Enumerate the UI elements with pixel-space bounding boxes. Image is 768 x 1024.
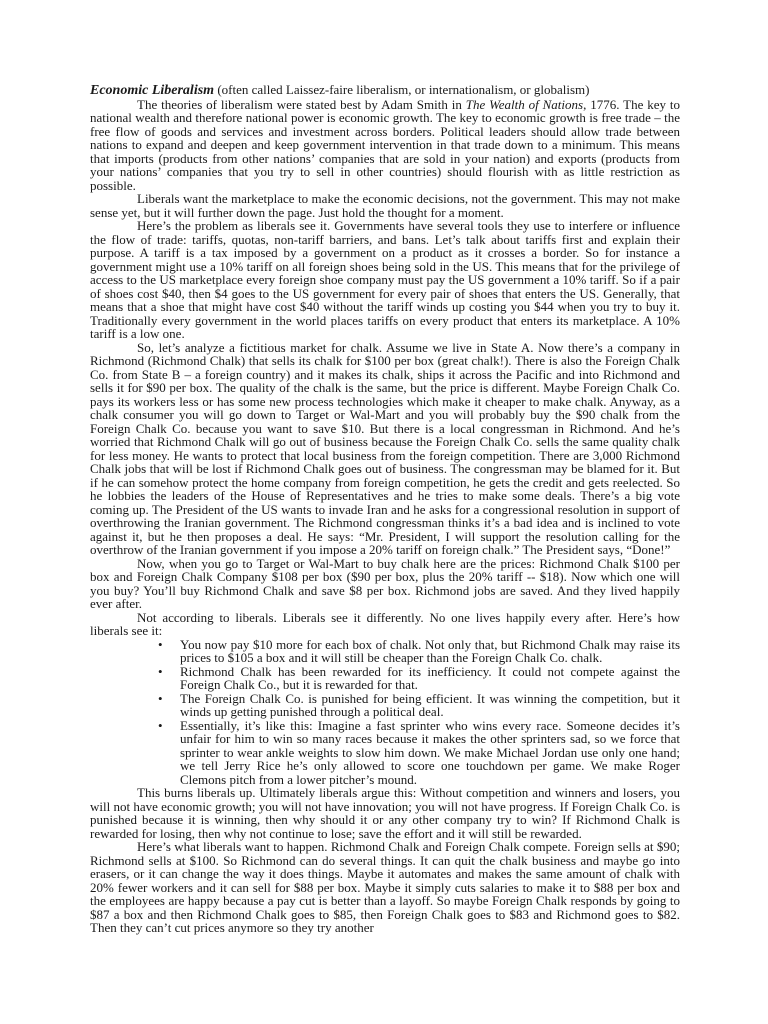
list-item	[90, 719, 680, 787]
list-item-text: You now pay $10 more for each box of chalk. Not only that, but Richmond Chalk may raise its prices to $105 a box and it will still be cheaper than the Foreign Chalk Co. chalk.	[180, 636, 680, 665]
list-item-text: Essentially, it’s like this: Imagine a fast sprinter who wins every race. Someone decides it’s unfair for him to win so many races because it makes the other sprinters sad, so we force that sprinter to wear ankle weights to slow him down. We make Michael Jordan use only one hand; we tell Jerry Rice he’s only allowed to score one touchdown per game. We make Roger Clemons pitch from a lower pitcher’s mound.	[180, 717, 680, 787]
document-body	[90, 83, 680, 935]
bullet-list	[90, 638, 680, 787]
paragraph-1-text-a: The theories of liberalism were stated best by Adam Smith in	[137, 96, 466, 112]
paragraph-2: Liberals want the marketplace to make the economic decisions, not the government. This may not make sense yet, but it will further down the page. Just hold the thought for a moment.	[90, 191, 680, 220]
bullet-icon: •	[158, 717, 163, 733]
paragraph-1-text-b: , 1776. The key to national wealth and therefore national power is economic growth. The key to economic growth is free trade – the free flow of goods and services and investment across borders. Political leaders should allow trade between nations to expand and deepen and keep government intervention in that trade down to a minimum. This means that imports (products from other nations’ companies that are sold in your nation) and exports (products from your nations’ companies that you try to sell in other countries) should flourish with as little restriction as possible.	[90, 96, 681, 193]
list-item-text: The Foreign Chalk Co. is punished for being efficient. It was winning the competition, but it winds up getting punished through a political deal.	[180, 690, 680, 719]
list-item-text: Richmond Chalk has been rewarded for its inefficiency. It could not compete against the Foreign Chalk Co., but it is rewarded for that.	[180, 663, 680, 692]
bullet-icon: •	[158, 636, 163, 652]
book-title: The Wealth of Nations	[465, 96, 584, 112]
paragraph-3: Here’s the problem as liberals see it. Governments have several tools they use to interfere or influence the flow of trade: tariffs, quotas, non-tariff barriers, and bans. Let’s talk about tariffs first and explain their purpose. A tariff is a tax imposed by a government on a product as it crosses a border. So for instance a government might use a 10% tariff on all foreign shoes being sold in the US. This means that for the privilege of access to the US marketplace every foreign shoe company must pay the US government a 10% tariff. So if a pair of shoes cost $40, then $4 goes to the US government for every pair of shoes that enters the US. Generally, that means that a shoe that might have cost $40 without the tariff winds up costing you $44 when you try to buy it. Traditionally every government in the world places tariffs on every product that enters its marketplace. A 10% tariff is a low one.	[90, 218, 680, 341]
paragraph-8: Here’s what liberals want to happen. Richmond Chalk and Foreign Chalk compete. Foreign sells at $90; Richmond sells at $100. So Richmond can do several things. It can quit the chalk business and maybe go into erasers, or it can change the way it does things. Maybe it automates and makes the same amount of chalk with 20% fewer workers and it can sell for $88 per box. Maybe it simply cuts salaries to make it to $88 per box and the employees are happy because a pay cut is better than a layoff. So maybe Foreign Chalk responds by going to $87 a box and then Richmond Chalk goes to $85, then Foreign Chalk goes to $83 and Richmond goes to $82. Then they can’t cut prices anymore so they try another	[90, 839, 680, 935]
list-item	[90, 692, 680, 719]
list-item	[90, 638, 680, 665]
bullet-icon: •	[158, 690, 163, 706]
heading	[90, 83, 680, 98]
paragraph-5: Now, when you go to Target or Wal-Mart to buy chalk here are the prices: Richmond Chalk $100 per box and Foreign Chalk Company $108 per box ($90 per box, plus the 20% tariff -- $18). Now which one will you buy? You’ll buy Richmond Chalk and save $8 per box. Richmond jobs are saved. And they lived happily ever after.	[90, 555, 680, 611]
list-item	[90, 665, 680, 692]
paragraph-4: So, let’s analyze a fictitious market for chalk. Assume we live in State A. Now there’s a company in Richmond (Richmond Chalk) that sells its chalk for $100 per box (great chalk!). There is also the Foreign Chalk Co. from State B – a foreign country) and it makes its chalk, ships it across the Pacific and into Richmond and sells it for $90 per box. The quality of the chalk is the same, but the price is different. Maybe Foreign Chalk Co. pays its workers less or has some new process technologies which make it cheaper to make chalk. Anyway, as a chalk consumer you will go down to Target or Wal-Mart and you will probably buy the $90 chalk from the Foreign Chalk Co. because you want to save $10. But there is a local congressman in Richmond. And he’s worried that Richmond Chalk will go out of business because the Foreign Chalk Co. sells the same quality chalk for less money. He wants to protect that local business from the foreign competition. There are 3,000 Richmond Chalk jobs that will be lost if Richmond Chalk goes out of business. The congressman may be blamed for it. But if he can somehow protect the home company from foreign competition, he gets the credit and gets reelected. So he lobbies the leaders of the House of Representatives and he tries to make some deals. There’s a big vote coming up. The President of the US wants to invade Iran and he asks for a congressional resolution in support of overthrowing the Iranian government. The Richmond congressman thinks it’s a bad idea and is inclined to vote against it, but he then proposes a deal. He says: “Mr. President, I will support the resolution calling for the overthrow of the Iranian government if you impose a 20% tariff on foreign chalk.” The President says, “Done!”	[90, 339, 680, 557]
document-subtitle: (often called Laissez-faire liberalism, or internationalism, or globalism)	[214, 82, 590, 97]
bullet-icon: •	[158, 663, 163, 679]
paragraph-7: This burns liberals up. Ultimately liberals argue this: Without competition and winners and losers, you will not have economic growth; you will not have innovation; you will not have progress. If Foreign Chalk Co. is punished because it is winning, then why should it or any other company try to win? If Richmond Chalk is rewarded for losing, then why not continue to lose; save the effort and it will still be rewarded.	[90, 785, 680, 841]
document-title: Economic Liberalism	[90, 83, 215, 98]
paragraph-6: Not according to liberals. Liberals see it differently. No one lives happily every after. Here’s how liberals see it:	[90, 609, 680, 638]
paragraph-1	[90, 98, 680, 193]
